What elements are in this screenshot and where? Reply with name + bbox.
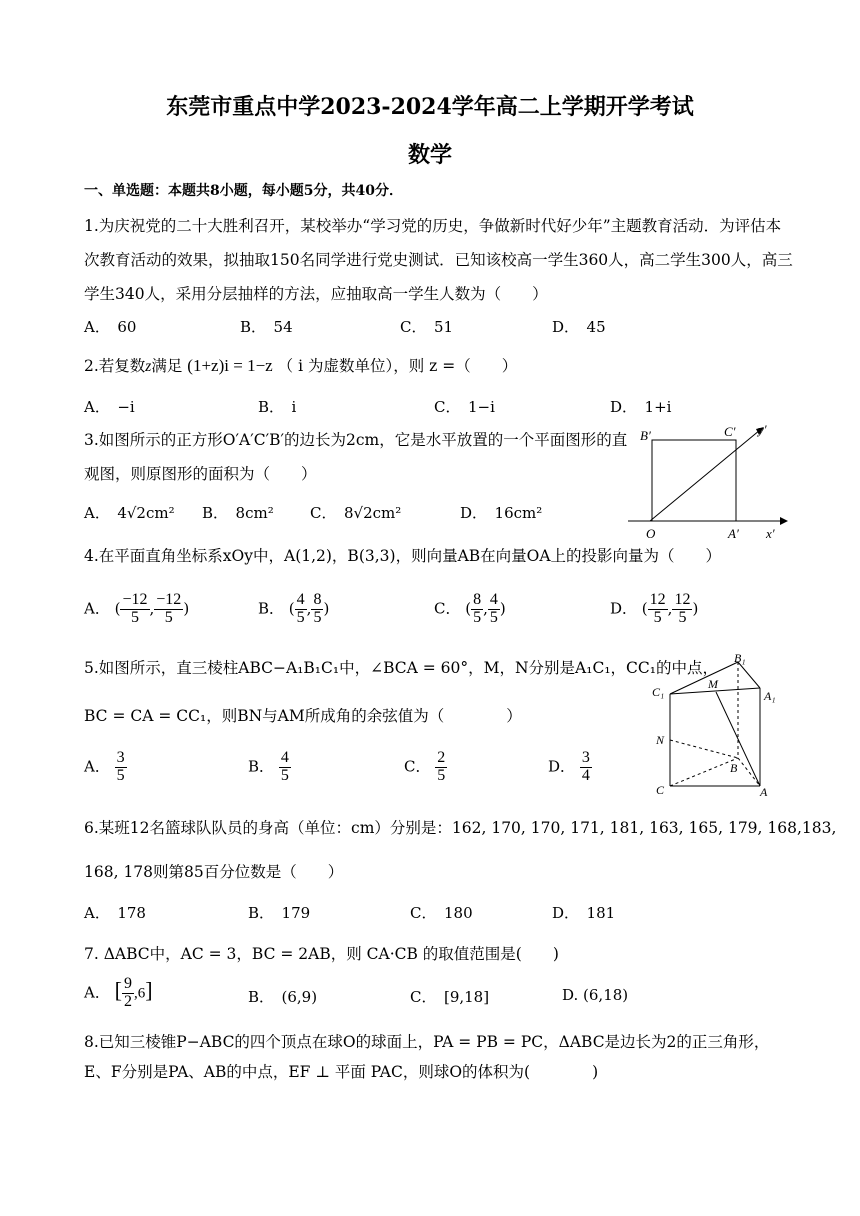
q7-option-a: A． [ $\frac{9}{2}$ ,6] <box>84 975 153 1010</box>
q3-option-b: B． 8cm² <box>202 504 274 522</box>
fig-label-a: A′ <box>728 526 739 541</box>
q5-line1: 5.如图所示，直三棱柱ABC−A₁B₁C₁中，∠BCA = 60°，M，N分别是A₁C₁，CC₁的中点， <box>84 659 718 677</box>
frac: $\frac{9}{2}$ <box>123 975 132 1010</box>
q5-option-b-label: B． <box>248 757 275 776</box>
fig-label-o: O <box>646 526 656 541</box>
q1-option-c: C． 51 <box>400 318 454 336</box>
q6-option-d: D． 181 <box>552 904 616 922</box>
frac: $\frac{4}{5}$ <box>489 591 498 626</box>
frac: $\frac{4}{5}$ <box>280 749 289 784</box>
fig5-a: A <box>760 785 768 799</box>
q5-option-a <box>84 750 127 785</box>
q2-mid: 满足 <box>151 357 183 375</box>
q5-option-c <box>404 750 447 785</box>
frac: $\frac{12}{5}$ <box>649 591 666 626</box>
q2-pre: 2.若复数 <box>84 357 146 375</box>
q4-option-d-label: D． <box>610 599 638 618</box>
square-figure <box>620 420 790 548</box>
frac: $\frac{3}{5}$ <box>116 749 125 784</box>
q2-option-a: A． −i <box>84 398 135 416</box>
frac: $\frac{-12}{5}$ <box>156 591 182 626</box>
frac: $\frac{12}{5}$ <box>674 591 691 626</box>
q2-var-z: z <box>145 358 152 375</box>
q2-stem <box>84 354 517 376</box>
q5-option-c-label: C． <box>404 757 431 776</box>
q2-option-b: B． i <box>258 398 297 416</box>
q7-option-d: D. (6,18) <box>562 986 629 1004</box>
section-heading: 一、单选题：本题共8小题，每小题5分，共40分． <box>84 183 403 199</box>
q4-option-b: B． ( $\frac{4}{5}$ , $\frac{8}{5}$ ) <box>258 591 330 626</box>
q1-option-d: D． 45 <box>552 318 606 336</box>
frac: $\frac{8}{5}$ <box>473 591 482 626</box>
frac: $\frac{4}{5}$ <box>296 591 305 626</box>
fig5-b: B <box>730 761 738 775</box>
q3-line2: 观图，则原图形的面积为（ ） <box>84 465 317 483</box>
q6-line1: 6.某班12名篮球队队员的身高（单位：cm）分别是：162, 170, 170, 171, 181, 163, 165, 179, 168,183, <box>84 819 837 837</box>
q7-option-c: C． [9,18] <box>410 988 490 1006</box>
q8-line2: E、F分别是PA、AB的中点，EF ⊥ 平面 PAC，则球O的体积为( ) <box>84 1063 599 1081</box>
q1-option-b: B． 54 <box>240 318 293 336</box>
q7-option-a-tail: ,6 <box>133 985 146 1002</box>
subject-title: 数学 <box>407 142 452 168</box>
fig-label-y: y′ <box>758 422 767 437</box>
q6-option-a: A． 178 <box>84 904 146 922</box>
q7-option-a-label: A． <box>84 983 110 1002</box>
q5-line2: BC = CA = CC₁，则BN与AM所成角的余弦值为（ ） <box>84 707 522 725</box>
frac: $\frac{2}{5}$ <box>437 749 446 784</box>
q4-option-b-label: B． <box>258 599 285 618</box>
q3-option-d: D． 16cm² <box>460 504 543 522</box>
q1-line2: 次教育活动的效果，拟抽取150名同学进行党史测试．已知该校高一学生360人，高二学生300人，高三 <box>84 251 793 269</box>
q3-line1: 3.如图所示的正方形O′A′C′B′的边长为2cm，它是水平放置的一个平面图形的直 <box>84 431 628 449</box>
q3-option-c: C． 8√2cm² <box>310 504 402 522</box>
q4-option-a-label: A． <box>84 599 110 618</box>
q4-option-d: D． ( $\frac{12}{5}$ , $\frac{12}{5}$ ) <box>610 591 699 626</box>
q2-option-c: C． 1−i <box>434 398 495 416</box>
prism-figure <box>646 648 786 800</box>
q1-line1: 1.为庆祝党的二十大胜利召开，某校举办“学习党的历史，争做新时代好少年”主题教育活动．为评估本 <box>84 217 782 235</box>
fig-label-b: B′ <box>640 428 651 443</box>
q8-line1: 8.已知三棱锥P−ABC的四个顶点在球O的球面上，PA = PB = PC，ΔABC是边长为2的正三角形， <box>84 1033 770 1051</box>
q2-note: （ i 为虚数单位），则 z =（ ） <box>277 357 518 375</box>
fig5-m: M <box>708 677 718 691</box>
fig5-n: N <box>656 733 665 747</box>
fig-label-x: x′ <box>766 526 775 541</box>
q1-line3: 学生340人，采用分层抽样的方法，应抽取高一学生人数为（ ） <box>84 285 548 303</box>
q2-option-d: D． 1+i <box>610 398 672 416</box>
q5-option-d-label: D． <box>548 757 576 776</box>
q2-equation: (1+z)i = 1−z <box>187 356 273 375</box>
frac: $\frac{8}{5}$ <box>313 591 322 626</box>
q6-option-c: C． 180 <box>410 904 473 922</box>
q5-option-b <box>248 750 291 785</box>
q5-option-a-label: A． <box>84 757 110 776</box>
fig5-a1: A₁ <box>764 689 776 703</box>
q6-line2: 168, 178则第85百分位数是（ ） <box>84 863 344 881</box>
q4-option-c: C． ( $\frac{8}{5}$ , $\frac{4}{5}$ ) <box>434 591 506 626</box>
frac: $\frac{-12}{5}$ <box>122 591 148 626</box>
q7-line1: 7. ΔABC中，AC = 3，BC = 2AB，则 CA·CB 的取值范围是( ) <box>84 945 559 963</box>
q1-option-a: A． 60 <box>84 318 137 336</box>
q7-option-b: B． (6,9) <box>248 988 318 1006</box>
frac: $\frac{3}{4}$ <box>581 749 590 784</box>
q5-option-d <box>548 750 592 785</box>
q4-option-c-label: C． <box>434 599 461 618</box>
fig5-b1: B₁ <box>734 651 746 665</box>
q6-option-b: B． 179 <box>248 904 311 922</box>
fig-label-c: C′ <box>724 424 736 439</box>
exam-title: 东莞市重点中学2023-2024学年高二上学期开学考试 <box>166 94 694 120</box>
q4-line1: 4.在平面直角坐标系xOy中，A(1,2)，B(3,3)，则向量AB在向量OA上的投影向量为（ ） <box>84 547 722 565</box>
q4-option-a: A． ( $\frac{-12}{5}$ , $\frac{-12}{5}$ ) <box>84 591 190 626</box>
fig5-c: C <box>656 783 665 797</box>
q3-option-a: A． 4√2cm² <box>84 504 175 522</box>
fig5-c1: C₁ <box>652 685 665 699</box>
